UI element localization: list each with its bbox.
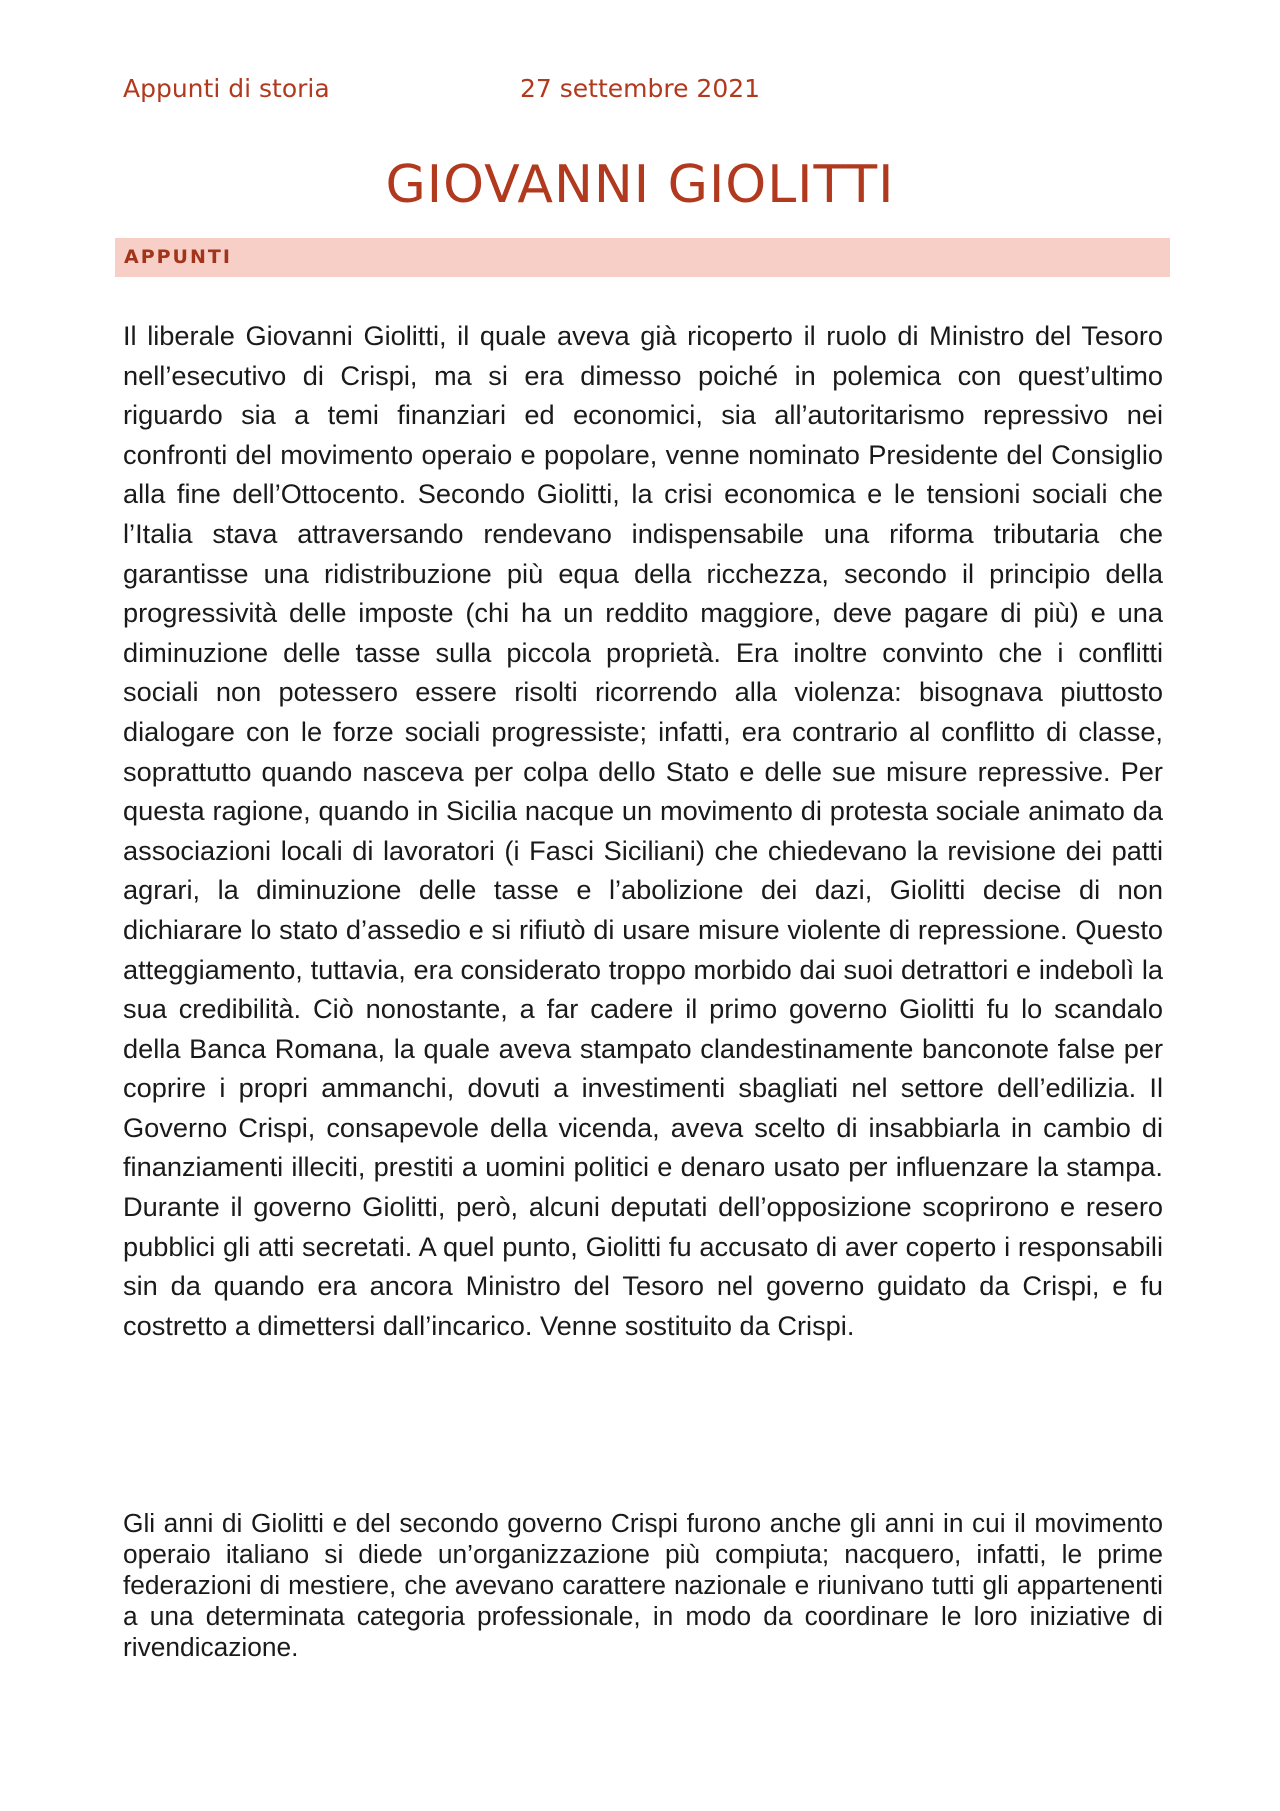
document-title: GIOVANNI GIOLITTI: [385, 155, 895, 215]
header-subject: Appunti di storia: [123, 74, 330, 103]
body-paragraph-1: Il liberale Giovanni Giolitti, il quale aveva già ricoperto il ruolo di Ministro del Tesoro nell’esecutivo di Crispi, ma si era dimesso poiché in polemica con quest’ultimo riguardo sia a temi finanziari ed economici, sia all’autoritarismo repressivo nei confronti del movimento operaio e popolare, venne nominato Presidente del Consiglio alla fine dell’Ottocento. Secondo Giolitti, la crisi economica e le tensioni sociali che l’Italia stava attraversando rendevano indispensabile una riforma tributaria che garantisse una ridistribuzione più equa della ricchezza, secondo il principio della progressività delle imposte (chi ha un reddito maggiore, deve pagare di più) e una diminuzione delle tasse sulla piccola proprietà. Era inoltre convinto che i conflitti sociali non potessero essere risolti ricorrendo alla violenza: bisognava piuttosto dialogare con le forze sociali progressiste; infatti, era contrario al conflitto di classe, soprattutto quando nasceva per colpa dello Stato e delle sue misure repressive. Per questa ragione, quando in Sicilia nacque un movimento di protesta sociale animato da associazioni locali di lavoratori (i Fasci Siciliani) che chiedevano la revisione dei patti agrari, la diminuzione delle tasse e l’abolizione dei dazi, Giolitti decise di non dichiarare lo stato d’assedio e si rifiutò di usare misure violente di repressione. Questo atteggiamento, tuttavia, era considerato troppo morbido dai suoi detrattori e indebolì la sua credibilità. Ciò nonostante, a far cadere il primo governo Giolitti fu lo scandalo della Banca Romana, la quale aveva stampato clandestinamente banconote false per coprire i propri ammanchi, dovuti a investimenti sbagliati nel settore dell’edilizia. Il Governo Crispi, consapevole della vicenda, aveva scelto di insabbiarla in cambio di finanziamenti illeciti, prestiti a uomini politici e denaro usato per influenzare la stampa. Durante il governo Giolitti, però, alcuni deputati dell’opposizione scoprirono e resero pubblici gli atti secretati. A quel punto, Giolitti fu accusato di aver coperto i responsabili sin da quando era ancora Ministro del Tesoro nel governo guidato da Crispi, e fu costretto a dimettersi dall’incarico. Venne sostituito da Crispi.: [123, 320, 1163, 1341]
page-header: [123, 74, 1173, 110]
body-paragraph-2: Gli anni di Giolitti e del secondo governo Crispi furono anche gli anni in cui il movimento operaio italiano si diede un’organizzazione più compiuta; nacquero, infatti, le prime federazioni di mestiere, che avevano carattere nazionale e riunivano tutti gli appartenenti a una determinata categoria professionale, in modo da coordinare le loro iniziative di rivendicazione.: [123, 1508, 1163, 1662]
section-heading-bar: [115, 238, 1170, 277]
header-date: 27 settembre 2021: [520, 74, 761, 103]
section-heading-label: APPUNTI: [124, 246, 232, 268]
